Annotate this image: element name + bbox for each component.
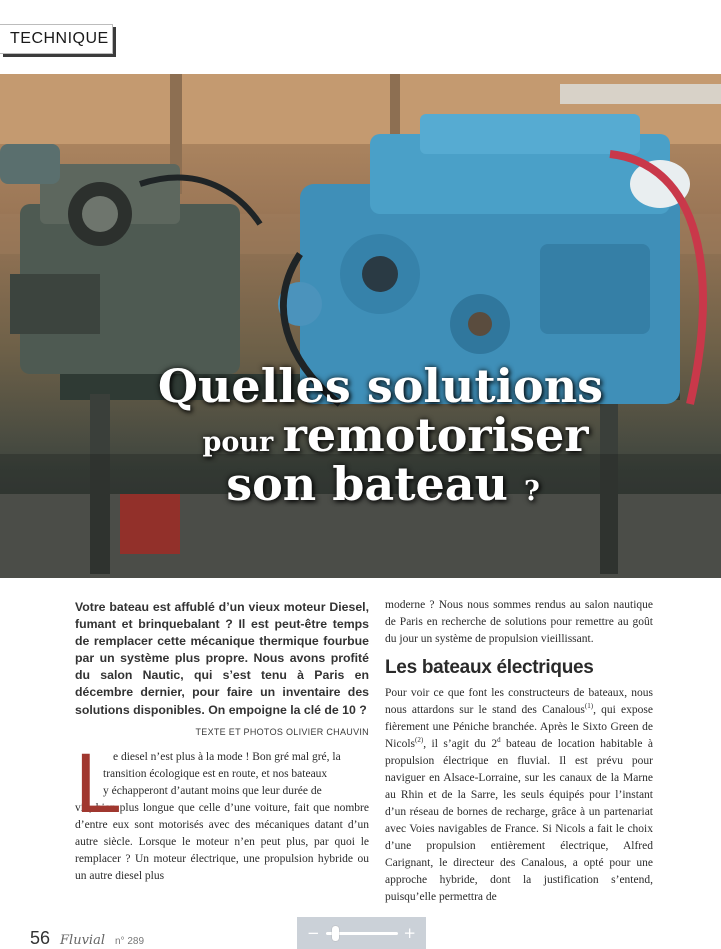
title-line-3-text: son bateau: [226, 457, 524, 512]
body-paragraph: vie, bien plus longue que celle d’une voiture, fait que nombre d’entre eux sont motorisés avec des mécaniques datant d’un autre siècle. Lorsque le moteur n’en peut plus, par quoi le remplacer ? Un moteur électrique, une propulsion hybride ou un autre diesel plus: [75, 801, 369, 882]
hero-photo: [0, 74, 721, 578]
body-paragraph: moderne ? Nous nous sommes rendus au salon nautique de Paris en recherche de solutions pour remettre au goût du jour un système de propulsion vieillissant.: [385, 599, 653, 645]
zoom-control: [297, 917, 426, 949]
body-paragraph: [385, 685, 653, 906]
title-line-1: Quelles solutions: [157, 359, 604, 413]
article-credit: TEXTE ET PHOTOS OLIVIER CHAUVIN: [195, 726, 369, 737]
body-line: e diesel n’est plus à la mode ! Bon gré mal gré, la: [113, 750, 341, 763]
zoom-slider-thumb[interactable]: [332, 926, 339, 941]
title-question-mark: ?: [523, 476, 540, 508]
footnote-ref: (2): [415, 736, 424, 745]
footnote-ref: (1): [584, 702, 594, 711]
title-line-2-small: pour: [202, 427, 283, 459]
article-lede: Votre bateau est affublé d’un vieux moteur Diesel, fumant et brinquebalant ? Il est peut-être temps de remplacer cette mécanique thermique fourbue par un système plus propre. Nous avons profité du salon Nautic, qui s’est tenu à Paris en décembre dernier, pour faire un inventaire des solutions disponibles. On empoigne la clé de 10 ?: [75, 600, 369, 717]
zoom-in-button[interactable]: +: [403, 924, 416, 942]
ordinal-suffix: d: [497, 736, 501, 745]
page-footer: [30, 928, 144, 949]
zoom-slider[interactable]: [326, 932, 398, 935]
right-column: [385, 597, 653, 906]
article-body-start: [75, 735, 369, 885]
body-line: y échapperont d’autant moins que leur durée de: [103, 784, 322, 797]
page-number: 56: [30, 928, 51, 948]
body-line: transition écologique est en route, et nos bateaux: [103, 767, 328, 780]
body-text: , il s’agit du 2: [423, 738, 498, 750]
left-column: [75, 599, 369, 885]
article-title: [0, 359, 721, 512]
drop-cap: L: [75, 735, 122, 830]
title-line-3: [0, 457, 721, 512]
title-line-2: [0, 408, 721, 463]
section-tag: TECHNIQUE: [0, 24, 113, 54]
title-line-2-big: remotoriser: [282, 408, 589, 463]
body-text: Pour voir ce que font les constructeurs de bateaux, nous nous attardons sur le stand des Canalous: [385, 687, 653, 716]
body-text: bateau de location habitable à propulsion électrique en fluvial. Il est prévu pour naviguer en Alsace-Lorraine, sur les canaux de la Marne au Rhin et de la Sarre, les seuls équipés pour l’instant d’un réseau de bornes de recharge, grâce à un partenariat avec Voies navigables de France. Si Nicols a fait le choix d’une propulsion entièrement électrique, Alfred Carignant, le directeur des Canalous, a opté pour une approche hybride, dont la justification s’entend, puisqu’elle permettra de: [385, 738, 653, 903]
body-text: , qui expose fièrement une Péniche branchée. Après le Sixto Green de Nicols: [385, 704, 653, 750]
subheading: Les bateaux électriques: [385, 657, 594, 678]
zoom-out-button[interactable]: −: [307, 924, 320, 942]
magazine-name: Fluvial: [60, 933, 105, 948]
issue-number: n° 289: [115, 936, 145, 947]
